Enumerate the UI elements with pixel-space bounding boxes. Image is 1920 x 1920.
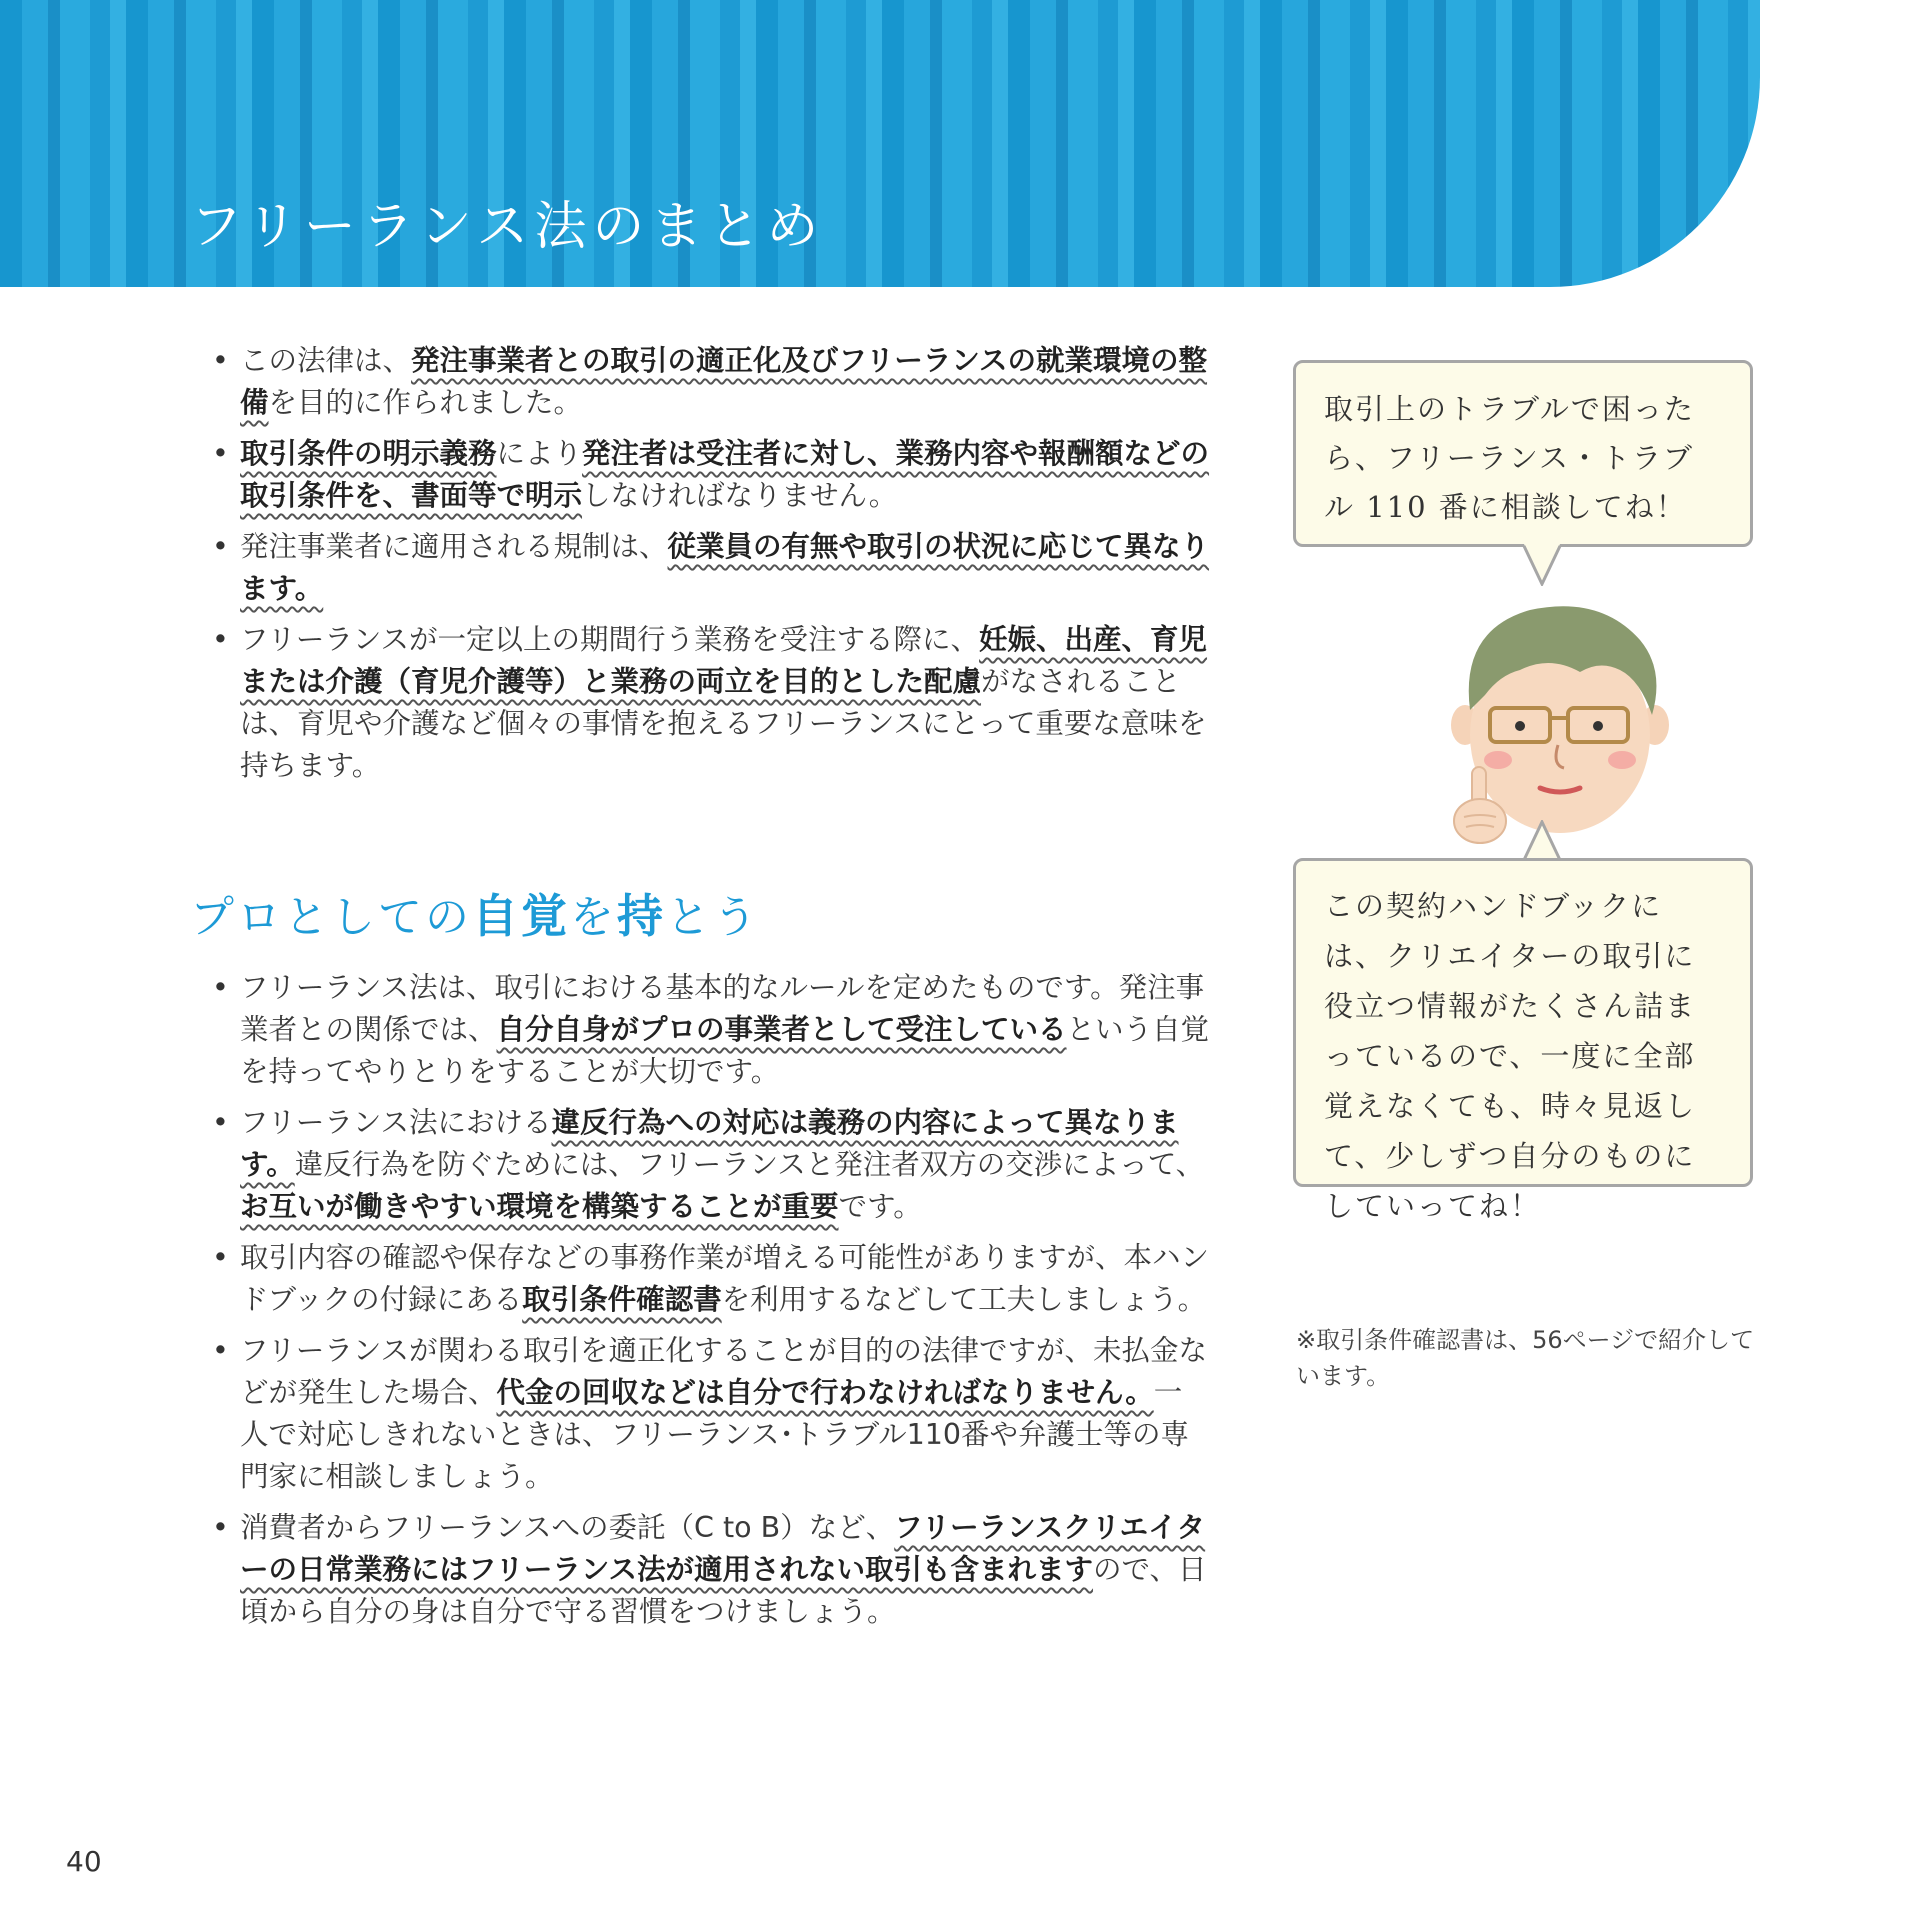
footnote: ※取引条件確認書は、56ページで紹介しています。 (1296, 1326, 1755, 1390)
header-banner (0, 0, 1760, 287)
body-text: により (496, 437, 583, 470)
summary-list (210, 340, 1210, 796)
emphasized-text: 代金の回収などは自分で行わなければなりません。 (496, 1376, 1154, 1409)
emphasized-text: フリーランスクリエイターの日常業務にはフリーランス法が適用されない取引も含まれます (240, 1511, 1206, 1586)
list-item (210, 1507, 1210, 1633)
body-text: フリーランスが一定以上の期間行う業務を受注する際に、 (240, 623, 980, 656)
heading-text: を (570, 892, 617, 943)
body-text: 一人で対応しきれないときは、フリーランス･トラブル110番や弁護士等の専門家に相談しましょう。 (240, 1376, 1190, 1493)
professional-list (210, 967, 1210, 1642)
speech-bubble-tail-icon (1522, 544, 1562, 586)
body-text: 違反行為を防ぐためには、フリーランスと発注者双方の交渉によって、 (294, 1148, 1205, 1181)
speech-bubble-bottom: この契約ハンドブックには、クリエイターの取引に役立つ情報がたくさん詰まっているので、一度に全部覚えなくても、時々見返して、少しずつ自分のものにしていってね！ (1293, 858, 1753, 1187)
list-item (210, 619, 1210, 787)
emphasized-text: 自分自身がプロの事業者として受注している (496, 1013, 1067, 1046)
list-item (210, 967, 1210, 1093)
body-text: を目的に作られました。 (268, 386, 583, 419)
pointing-hand-icon (1450, 765, 1510, 845)
body-text: ので、日頃から自分の身は自分で守る習慣をつけましょう。 (240, 1553, 1207, 1628)
body-text: という自覚を持ってやりとりをすることが大切です。 (240, 1013, 1210, 1088)
emphasized-text: 発注事業者との取引の適正化及びフリーランスの就業環境の整備 (240, 344, 1208, 419)
body-text: を利用するなどして工夫しましょう。 (721, 1283, 1207, 1316)
heading-text-emphasis: 持 (617, 889, 666, 943)
emphasized-text: 発注者は受注者に対し、業務内容や報酬額などの取引条件を、書面等で明示 (240, 437, 1210, 512)
body-text: がなされることは、育児や介護など個々の事情を抱えるフリーランスにとって重要な意味を持ちます。 (240, 665, 1207, 782)
list-item (210, 433, 1210, 517)
list-item (210, 1237, 1210, 1321)
emphasized-text: お互いが働きやすい環境を構築することが重要 (240, 1190, 839, 1223)
page-number: 40 (66, 1845, 102, 1878)
body-text: フリーランス法は、取引における基本的なルールを定めたものです。発注事業者との関係では、 (240, 971, 1205, 1046)
emphasized-text: 従業員の有無や取引の状況に応じて異なります。 (240, 530, 1210, 605)
emphasized-text: 違反行為への対応は義務の内容によって異なります。 (240, 1106, 1179, 1181)
list-item (210, 1330, 1210, 1498)
emphasized-text: 妊娠、出産、育児または介護（育児介護等）と業務の両立を目的とした配慮 (240, 623, 1208, 698)
body-text: この法律は、 (240, 344, 412, 377)
body-text: フリーランスが関わる取引を適正化することが目的の法律ですが、未払金などが発生した場合、 (240, 1334, 1208, 1409)
speech-bubble-top: 取引上のトラブルで困ったら、フリーランス・トラブル 110 番に相談してね！ (1293, 360, 1753, 547)
speech-bubble-tail-icon (1522, 820, 1562, 862)
list-item (210, 526, 1210, 610)
emphasized-text: 取引条件確認書 (522, 1283, 722, 1316)
body-text: しなければなりません。 (582, 479, 898, 512)
list-item (210, 340, 1210, 424)
body-text: フリーランス法における (240, 1106, 552, 1139)
page-title: フリーランス法のまとめ (190, 197, 825, 257)
body-text: です。 (838, 1190, 922, 1223)
section-heading (190, 880, 760, 946)
emphasized-text: 取引条件の明示義務 (240, 437, 497, 470)
heading-text: とう (666, 892, 760, 943)
body-text: 発注事業者に適用される規制は、 (240, 530, 668, 563)
heading-text: プロとしての (190, 892, 472, 943)
body-text: 消費者からフリーランスへの委託（C to B）など、 (240, 1511, 895, 1544)
heading-text-emphasis: 自覚 (472, 889, 570, 943)
body-text: 取引内容の確認や保存などの事務作業が増える可能性がありますが、本ハンドブックの付録にある (240, 1241, 1210, 1316)
list-item (210, 1102, 1210, 1228)
